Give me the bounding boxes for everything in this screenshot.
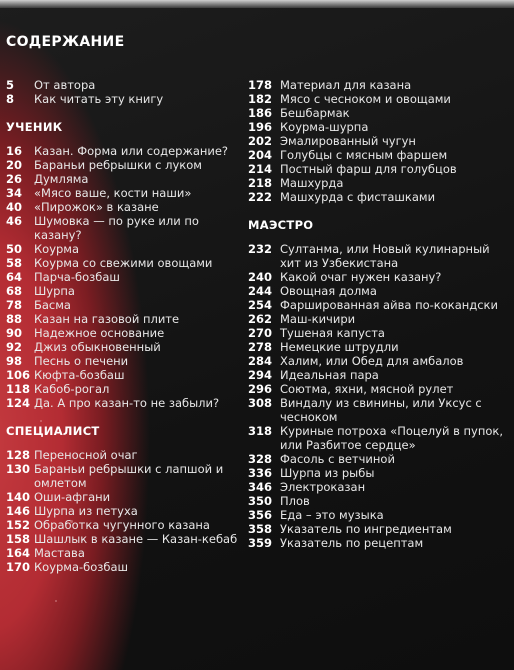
toc-entry-title: Постный фарш для голубцов [280, 162, 457, 176]
toc-entry [6, 518, 242, 532]
toc-page-number: 26 [6, 172, 23, 186]
toc-page-number: 68 [6, 284, 23, 298]
maestro-list [248, 242, 510, 550]
toc-page-number: 50 [6, 242, 23, 256]
toc-entry-title: Шашлык в казане — Казан-кебаб [34, 532, 238, 546]
toc-entry-title: Овощная долма [280, 284, 377, 298]
toc-entry [6, 490, 242, 504]
toc-page-number: 214 [248, 162, 273, 176]
page-title: СОДЕРЖАНИЕ [6, 34, 125, 50]
toc-entry-title: Мясо с чесноком и овощами [280, 92, 451, 106]
toc-entry-title: Какой очаг нужен казану? [280, 270, 442, 284]
uchenik-list [6, 144, 242, 410]
toc-entry [248, 536, 510, 550]
toc-right-column [248, 78, 510, 550]
toc-page-number: 20 [6, 158, 23, 172]
toc-page-number: 186 [248, 106, 273, 120]
toc-page-number: 244 [248, 284, 273, 298]
toc-entry-title: Материал для казана [280, 78, 412, 92]
toc-left-column [6, 78, 242, 574]
toc-entry-title: Фасоль с ветчиной [280, 452, 395, 466]
sparkle-dot [55, 600, 57, 602]
toc-entry [248, 106, 510, 120]
toc-page-number: 118 [6, 382, 31, 396]
toc-page-number: 196 [248, 120, 273, 134]
toc-entry-title: Шумовка — по руке или по казану? [34, 214, 199, 242]
toc-page-number: 130 [6, 462, 31, 476]
toc-entry-title: Маш-кичири [280, 312, 356, 326]
toc-entry-title: Тушеная капуста [280, 326, 385, 340]
toc-entry-title: Куриные потроха «Поцелуй в пупок, или Разбитое сердце» [280, 424, 503, 452]
toc-entry-title: Эмалированный чугун [280, 134, 416, 148]
toc-entry-title: Оши-афгани [34, 490, 111, 504]
toc-entry-title: Да. А про казан-то не забыли? [34, 396, 220, 410]
toc-entry-title: Еда – это музыка [280, 508, 384, 522]
toc-entry [248, 298, 510, 312]
toc-page-number: 128 [6, 448, 31, 462]
toc-entry [248, 148, 510, 162]
toc-page-number: 222 [248, 190, 273, 204]
toc-entry [248, 466, 510, 480]
toc-page-number: 40 [6, 200, 23, 214]
section-header-specialist: СПЕЦИАЛИСТ [6, 424, 100, 438]
toc-page-number: 346 [248, 480, 273, 494]
toc-entry [248, 162, 510, 176]
toc-page-number: 88 [6, 312, 23, 326]
toc-entry [6, 396, 242, 410]
toc-entry-title: Коурма-бозбаш [34, 560, 129, 574]
toc-entry [6, 78, 242, 92]
section-header-maestro: МАЭСТРО [248, 218, 314, 232]
toc-entry-title: Обработка чугунного казана [34, 518, 210, 532]
toc-entry-title: Кабоб-рогал [34, 382, 110, 396]
toc-page-number: 92 [6, 340, 23, 354]
toc-entry-title: Виндалу из свинины, или Уксус с чесноком [280, 396, 482, 424]
toc-entry [248, 270, 510, 284]
toc-entry [6, 158, 242, 172]
toc-entry-title: Джиз обыкновенный [34, 340, 161, 354]
toc-entry-title: От автора [34, 78, 96, 92]
toc-entry-title: Плов [280, 494, 310, 508]
toc-page-number: 16 [6, 144, 23, 158]
toc-entry [6, 340, 242, 354]
toc-page-number: 359 [248, 536, 273, 550]
toc-entry-title: Парча-бозбаш [34, 270, 120, 284]
toc-entry [248, 452, 510, 466]
toc-page-number: 90 [6, 326, 23, 340]
toc-entry [6, 368, 242, 382]
toc-entry [248, 354, 510, 368]
toc-entry-title: Идеальная пара [280, 368, 379, 382]
toc-entry [6, 242, 242, 256]
toc-page-number: 336 [248, 466, 273, 480]
toc-entry-title: Указатель по рецептам [280, 536, 424, 550]
toc-page-number: 284 [248, 354, 273, 368]
toc-entry-title: Халим, или Обед для амбалов [280, 354, 464, 368]
toc-page-number: 262 [248, 312, 273, 326]
toc-entry [6, 354, 242, 368]
toc-entry [6, 462, 242, 490]
toc-entry [6, 186, 242, 200]
toc-entry [6, 284, 242, 298]
toc-entry [6, 298, 242, 312]
toc-page-number: 8 [6, 92, 15, 106]
toc-entry [248, 312, 510, 326]
toc-page-number: 232 [248, 242, 273, 256]
toc-entry [6, 144, 242, 158]
toc-entry-title: Немецкие штрудли [280, 340, 399, 354]
toc-page-number: 240 [248, 270, 273, 284]
toc-page-number: 358 [248, 522, 273, 536]
toc-entry-title: Басма [34, 298, 71, 312]
toc-entry [6, 504, 242, 518]
toc-page-number: 270 [248, 326, 273, 340]
toc-entry [6, 270, 242, 284]
toc-entry-title: Казан на газовой плите [34, 312, 180, 326]
toc-page-number: 308 [248, 396, 273, 410]
toc-page-number: 204 [248, 148, 273, 162]
toc-page-number: 58 [6, 256, 23, 270]
toc-entry [248, 480, 510, 494]
toc-entry-title: Надежное основание [34, 326, 165, 340]
toc-entry [6, 546, 242, 560]
toc-page-number: 296 [248, 382, 273, 396]
toc-page-number: 328 [248, 452, 273, 466]
toc-page-number: 152 [6, 518, 31, 532]
toc-entry [6, 326, 242, 340]
toc-page-number: 106 [6, 368, 31, 382]
toc-entry [248, 382, 510, 396]
toc-entry [6, 214, 242, 242]
toc-page-number: 278 [248, 340, 273, 354]
specialist-list [6, 448, 242, 574]
toc-entry [248, 368, 510, 382]
intro-list [6, 78, 242, 106]
toc-entry-title: Как читать эту книгу [34, 92, 164, 106]
toc-entry-title: Мастава [34, 546, 85, 560]
toc-entry-title: Бешбармак [280, 106, 350, 120]
toc-entry-title: Голубцы с мясным фаршем [280, 148, 448, 162]
toc-page-number: 254 [248, 298, 273, 312]
toc-entry-title: Электроказан [280, 480, 366, 494]
toc-page-number: 158 [6, 532, 31, 546]
toc-page-number: 46 [6, 214, 23, 228]
toc-page-number: 140 [6, 490, 31, 504]
toc-page-number: 164 [6, 546, 31, 560]
continued-list [248, 78, 510, 204]
toc-entry [248, 494, 510, 508]
toc-page-number: 78 [6, 298, 23, 312]
toc-page-number: 34 [6, 186, 23, 200]
toc-entry [248, 508, 510, 522]
toc-entry [248, 396, 510, 424]
toc-entry-title: Шурпа из петуха [34, 504, 138, 518]
toc-page-number: 182 [248, 92, 273, 106]
page-edge [0, 0, 514, 8]
toc-entry [6, 92, 242, 106]
toc-entry [6, 200, 242, 214]
toc-entry-title: Соютма, яхни, мясной рулет [280, 382, 454, 396]
toc-page-number: 146 [6, 504, 31, 518]
toc-entry-title: Песнь о печени [34, 354, 129, 368]
toc-entry-title: Фаршированная айва по-кокандски [280, 298, 498, 312]
toc-entry [248, 92, 510, 106]
toc-entry-title: Казан. Форма или содержание? [34, 144, 229, 158]
toc-entry-title: «Мясо ваше, кости наши» [34, 186, 192, 200]
toc-entry-title: Думляма [34, 172, 89, 186]
toc-entry [248, 176, 510, 190]
toc-entry [248, 340, 510, 354]
toc-page-number: 294 [248, 368, 273, 382]
section-header-uchenik: УЧЕНИК [6, 120, 63, 134]
toc-entry [248, 242, 510, 270]
toc-entry [248, 424, 510, 452]
toc-page-number: 5 [6, 78, 15, 92]
toc-entry [248, 284, 510, 298]
toc-entry-title: Указатель по ингредиентам [280, 522, 452, 536]
toc-entry [6, 382, 242, 396]
toc-entry [248, 522, 510, 536]
toc-entry [6, 312, 242, 326]
toc-entry-title: Коурма со свежими овощами [34, 256, 213, 270]
toc-entry-title: Коурма [34, 242, 80, 256]
toc-entry-title: Бараньи ребрышки с лапшой и омлетом [34, 462, 224, 490]
toc-entry-title: Коурма-шурпа [280, 120, 369, 134]
toc-entry-title: Султанма, или Новый кулинарный хит из Узбекистана [280, 242, 490, 270]
toc-entry [6, 532, 242, 546]
toc-page-number: 64 [6, 270, 23, 284]
toc-entry-title: Машхурда с фисташками [280, 190, 436, 204]
toc-page-number: 170 [6, 560, 31, 574]
toc-entry [248, 120, 510, 134]
toc-entry-title: Шурпа из рыбы [280, 466, 375, 480]
toc-entry [6, 172, 242, 186]
toc-page-number: 98 [6, 354, 23, 368]
toc-page-number: 356 [248, 508, 273, 522]
toc-entry [248, 326, 510, 340]
toc-entry [248, 134, 510, 148]
toc-entry [248, 190, 510, 204]
toc-page-number: 124 [6, 396, 31, 410]
toc-entry-title: Переносной очаг [34, 448, 138, 462]
toc-entry [6, 256, 242, 270]
toc-page-number: 178 [248, 78, 273, 92]
toc-entry [6, 448, 242, 462]
toc-page-number: 218 [248, 176, 273, 190]
toc-page-number: 318 [248, 424, 273, 438]
toc-page-number: 202 [248, 134, 273, 148]
toc-entry-title: Кюфта-бозбаш [34, 368, 125, 382]
toc-page-number: 350 [248, 494, 273, 508]
toc-entry-title: Машхурда [280, 176, 344, 190]
toc-entry-title: Бараньи ребрышки с луком [34, 158, 202, 172]
toc-entry-title: «Пирожок» в казане [34, 200, 159, 214]
toc-entry-title: Шурпа [34, 284, 75, 298]
toc-entry [6, 560, 242, 574]
toc-entry [248, 78, 510, 92]
